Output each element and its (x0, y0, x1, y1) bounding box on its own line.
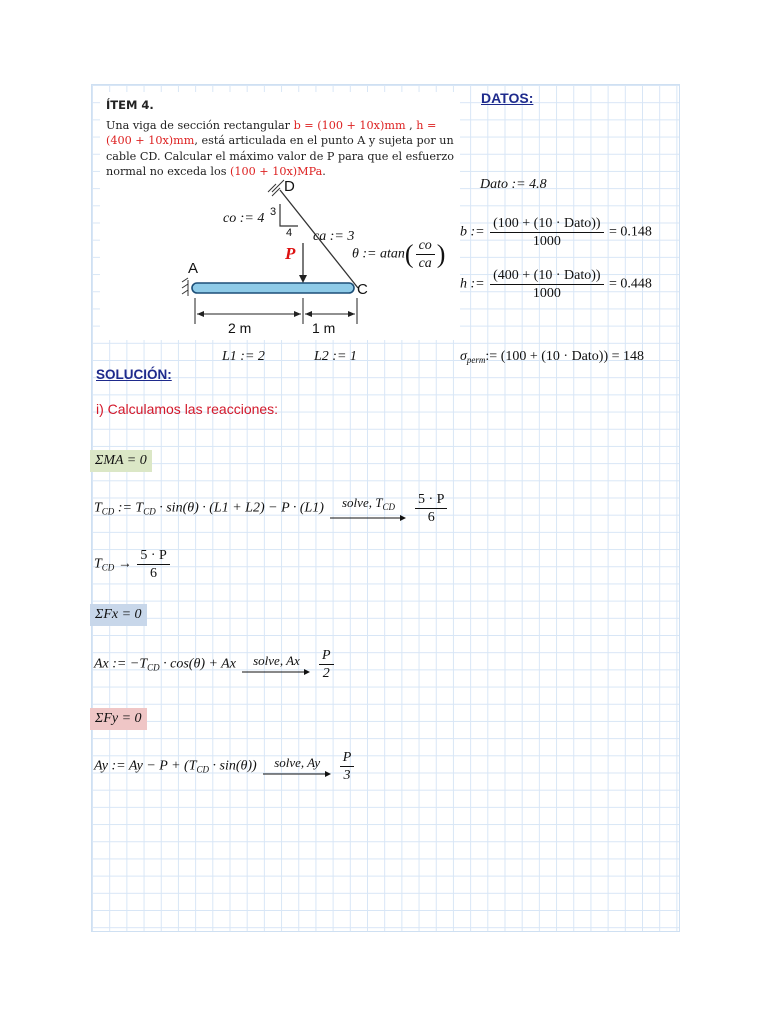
ax-result-fraction (319, 648, 334, 681)
dato-definition: Dato := 4.8 (480, 177, 547, 192)
tcd-subscript: CD (101, 506, 115, 517)
tcd-eval-den: 6 (150, 566, 158, 581)
dimension-2m: 2 m (228, 320, 252, 336)
ax-result-den: 2 (322, 666, 330, 681)
label-a: A (188, 260, 199, 277)
problem-text-4: . (322, 165, 326, 178)
tcd-moment-equation (94, 492, 449, 525)
solution-title: SOLUCIÓN: (96, 367, 172, 382)
problem-heading: ÍTEM 4. (106, 98, 154, 112)
dimension-1m: 1 m (312, 320, 336, 336)
ay-subscript: CD (196, 764, 209, 775)
tcd-eval-fraction (137, 548, 169, 581)
theta-fraction (416, 238, 435, 271)
solve-label-tcd-sub: CD (382, 501, 395, 512)
pin-support-a (182, 278, 188, 296)
ax-result-num: P (319, 648, 334, 665)
beam (192, 283, 354, 293)
h-denominator: 1000 (532, 286, 561, 301)
theta-prefix: θ := atan (352, 246, 405, 262)
ay-result-den: 3 (343, 768, 351, 783)
h-numerator: (400 + (10 · Dato)) (490, 268, 603, 285)
tcd-moment-terms: · sin(θ) · (L1 + L2) − P · (L1) (159, 500, 324, 516)
b-fraction (490, 216, 603, 249)
sum-ma-equation: ΣMA = 0 (90, 450, 152, 472)
problem-text-3: , está articulada en el punto A y sujeta por un cable CD. Calcular el máximo valor de P para que el esfuerzo normal no exceda los (106, 134, 454, 178)
tcd-eval-arrow: → (117, 556, 132, 572)
l1-definition: L1 := 2 (222, 349, 265, 364)
problem-text-2: , (405, 118, 417, 132)
co-definition: co := 4 (223, 211, 265, 226)
sigma-symbol: σ (460, 349, 467, 364)
ay-result-fraction (340, 750, 355, 783)
h-expression: h = (400 + 10x)mm (106, 118, 437, 147)
stress-expression: (100 + 10x)MPa (230, 165, 323, 178)
b-denominator: 1000 (532, 234, 561, 249)
label-p: P (285, 244, 296, 263)
label-c: C (357, 281, 368, 298)
tcd-assign: := T (117, 500, 144, 516)
h-fraction (490, 268, 603, 301)
l2-definition: L2 := 1 (314, 349, 357, 364)
ay-terms: · sin(θ)) (212, 758, 257, 774)
sigma-expression: := (100 + (10 · Dato)) = 148 (485, 349, 645, 364)
ay-lhs: Ay := Ay − P + (T (94, 758, 197, 774)
solve-arrow-tcd (330, 496, 406, 522)
tcd-result-den: 6 (427, 510, 435, 525)
theta-numerator: co (416, 238, 435, 255)
tcd-eval-symbol: T (94, 556, 102, 572)
triangle-label-4: 4 (286, 227, 293, 239)
tcd-result-num: 5 · P (415, 492, 447, 509)
triangle-label-3: 3 (270, 206, 277, 218)
wall-support-d (268, 180, 284, 196)
theta-definition: θ := atan( $\frac{co}{ca}$ ) (352, 238, 446, 271)
solve-arrow-ax (242, 654, 310, 676)
label-d: D (284, 178, 295, 195)
solve-label-ay: solve, Ay (274, 754, 321, 770)
step-reactions: i) Calculamos las reacciones: (96, 401, 279, 417)
sigma-subscript: perm (466, 355, 486, 365)
beam-diagram (100, 92, 460, 340)
datos-title: DATOS: (481, 90, 534, 106)
ay-result-num: P (340, 750, 355, 767)
tcd-evaluation (94, 548, 172, 581)
tcd-eval-num: 5 · P (137, 548, 169, 565)
solve-arrow-ay (263, 756, 331, 778)
ax-equation (94, 648, 336, 681)
h-lhs: h := (460, 276, 485, 292)
ax-subscript: CD (147, 662, 160, 673)
tcd-result-fraction (415, 492, 447, 525)
solve-label-tcd: solve, T (342, 494, 383, 510)
problem-statement (100, 92, 460, 340)
b-numerator: (100 + (10 · Dato)) (490, 216, 603, 233)
sum-fy-equation: ΣFy = 0 (90, 708, 147, 730)
ax-lhs: Ax := −T (94, 656, 148, 672)
h-result: = 0.448 (609, 276, 652, 292)
b-result: = 0.148 (609, 224, 652, 240)
ca-definition: ca := 3 (313, 229, 355, 244)
tcd-eval-subscript: CD (101, 562, 115, 573)
ay-equation (94, 750, 356, 783)
tcd-symbol: T (94, 500, 102, 516)
tcd-subscript-2: CD (143, 506, 156, 517)
sum-fx-equation: ΣFx = 0 (90, 604, 147, 626)
ax-terms: · cos(θ) + Ax (163, 656, 236, 672)
theta-denominator: ca (418, 256, 432, 271)
sigma-perm-definition (460, 349, 644, 365)
b-lhs: b := (460, 224, 485, 240)
slope-triangle (280, 204, 298, 226)
problem-text-1: Una viga de sección rectangular (106, 118, 294, 132)
b-expression: b = (100 + 10x)mm (293, 118, 406, 132)
h-calculation (460, 268, 652, 301)
b-calculation (460, 216, 652, 249)
solve-label-ax: solve, Ax (253, 652, 300, 668)
